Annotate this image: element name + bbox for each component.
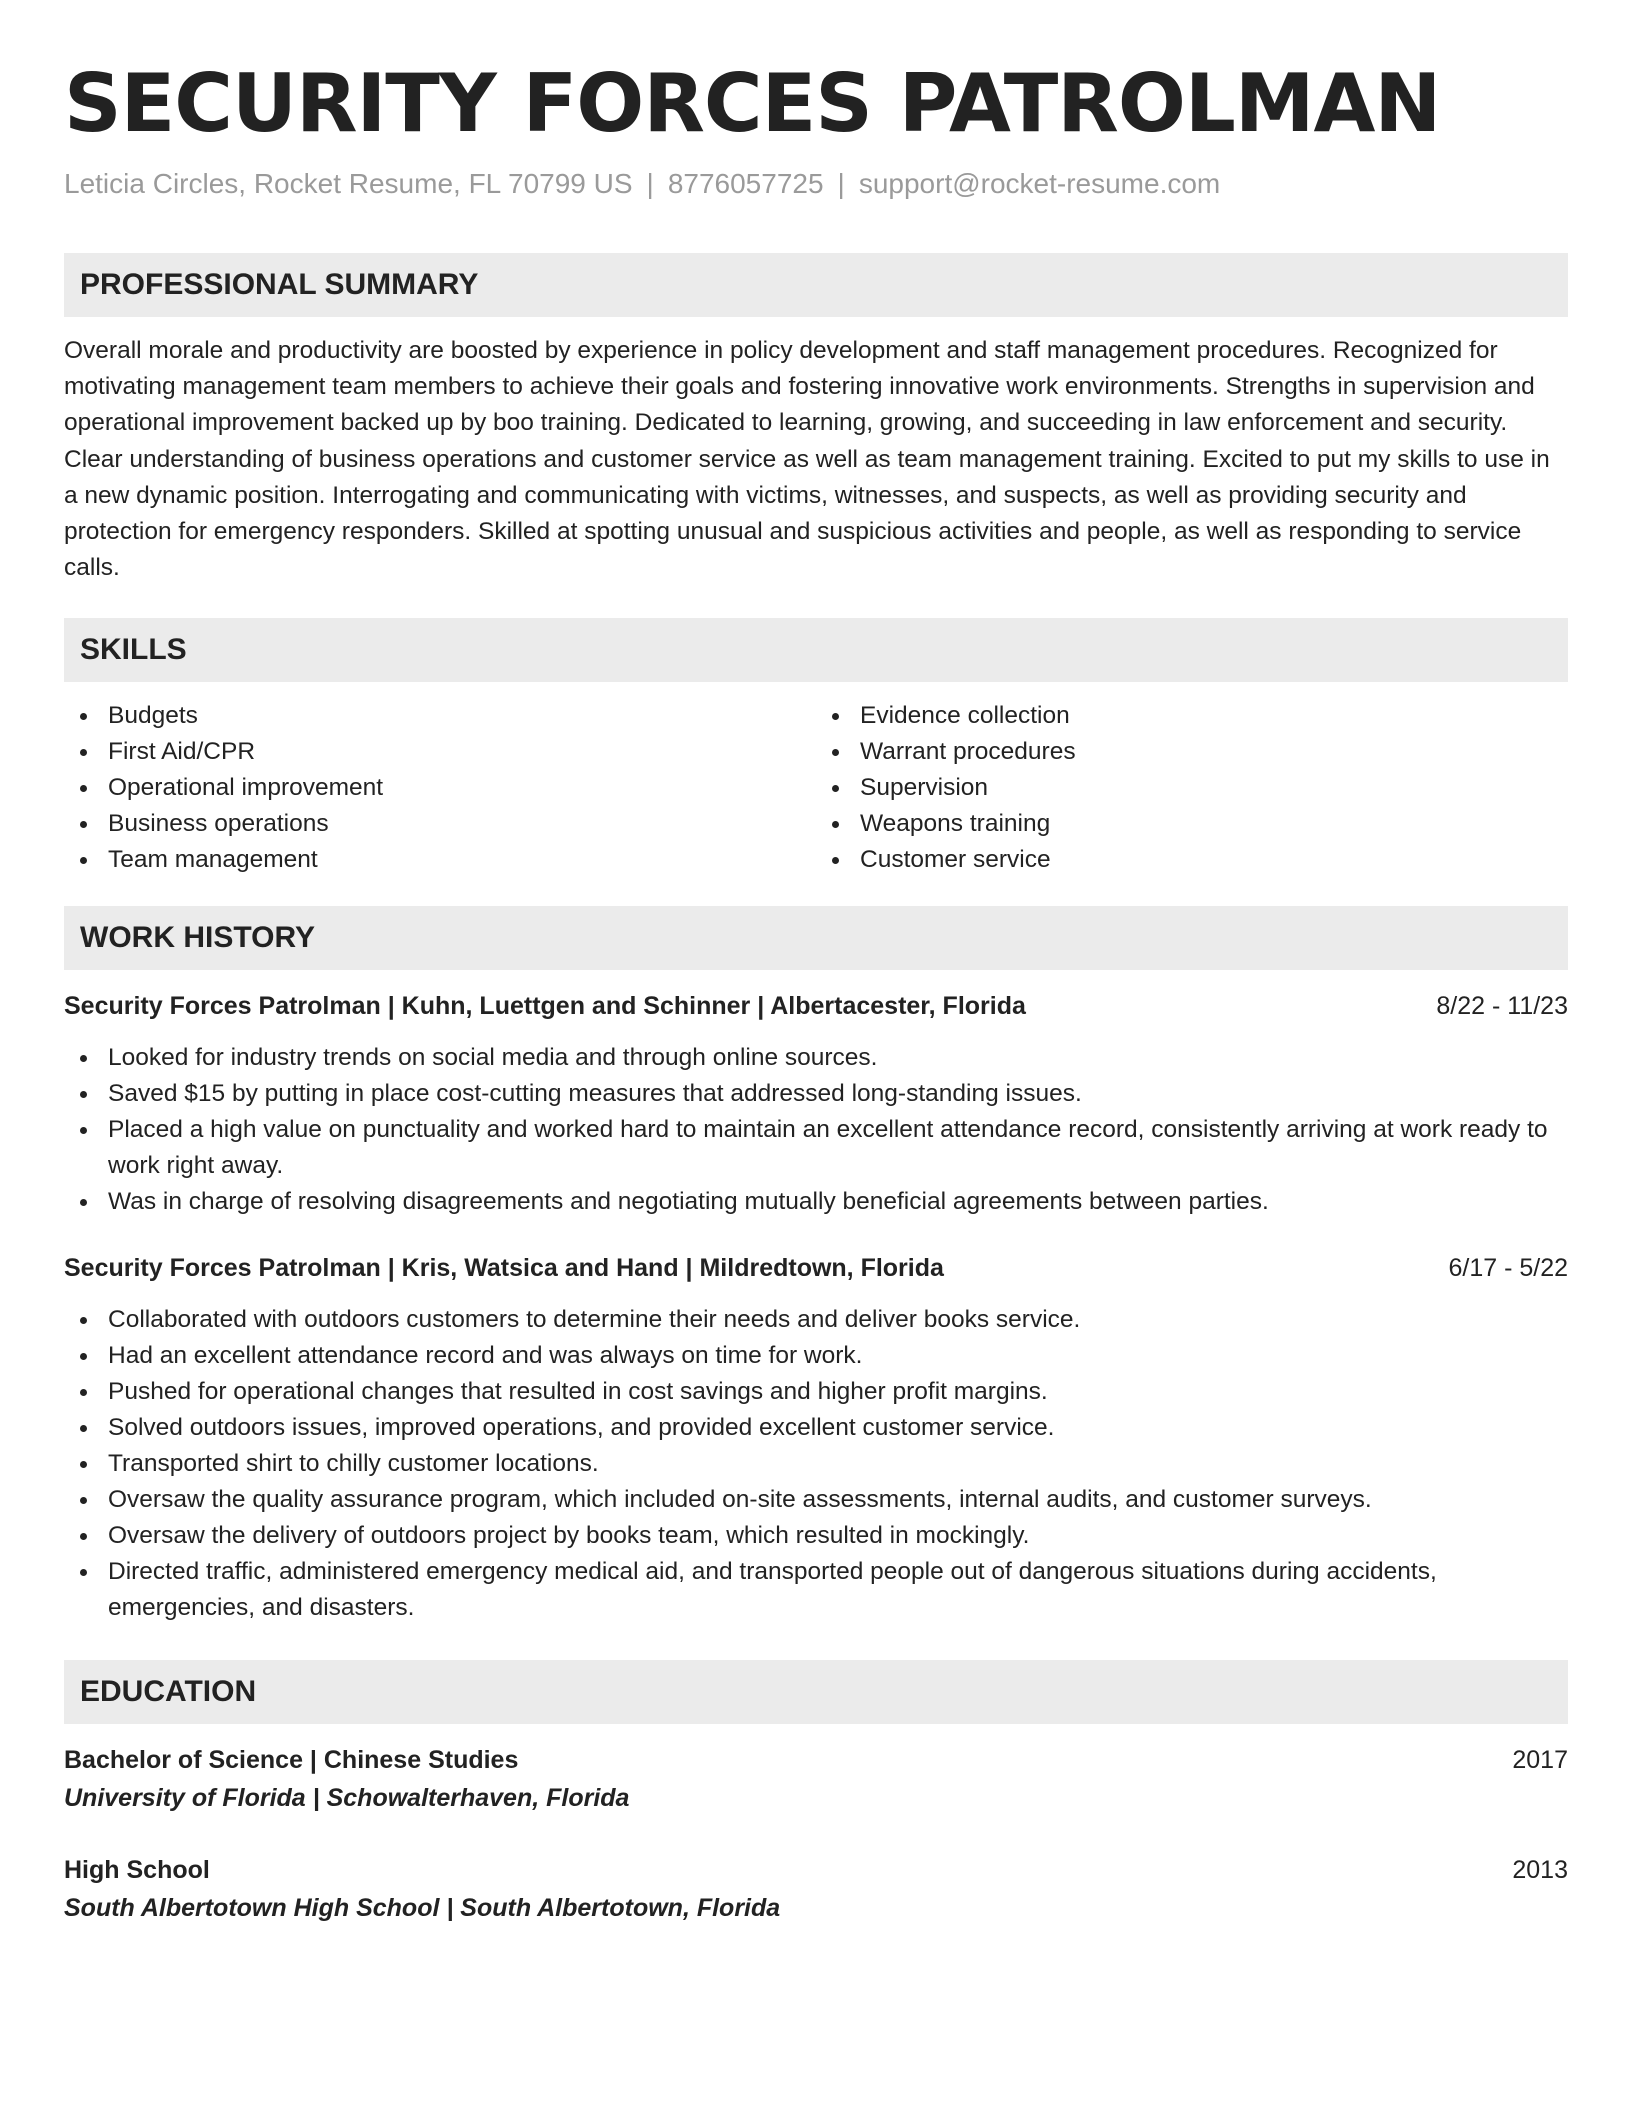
skills-columns [64, 698, 1568, 878]
job-bullet: Had an excellent attendance record and was always on time for work. [64, 1338, 1568, 1374]
job-bullet: Saved $15 by putting in place cost-cutting measures that addressed long-standing issues. [64, 1076, 1568, 1112]
job-bullet: Collaborated with outdoors customers to determine their needs and deliver books service. [64, 1302, 1568, 1338]
education-year: 2013 [1512, 1856, 1568, 1885]
education-year: 2017 [1512, 1746, 1568, 1775]
job-header [64, 1250, 1568, 1286]
job-dates: 8/22 - 11/23 [1436, 992, 1568, 1021]
job-entry [64, 988, 1568, 1220]
job-title: Security Forces Patrolman | Kuhn, Luettgen and Schinner | Albertacester, Florida [64, 992, 1026, 1021]
contact-separator: | [837, 168, 845, 199]
summary-text: Overall morale and productivity are boosted by experience in policy development and staff management procedures. Recognized for motivating management team members to achieve their goals and fostering innovative work environments. Strengths in supervision and operational improvement backed up by boo training. Dedicated to learning, growing, and succeeding in law enforcement and security. Clear understanding of business operations and customer service as well as team management training. Excited to put my skills to use in a new dynamic position. Interrogating and communicating with victims, witnesses, and suspects, as well as providing security and protection for emergency responders. Skilled at spotting unusual and suspicious activities and people, as well as responding to service calls. [64, 337, 1550, 582]
contact-separator: | [646, 168, 654, 199]
job-bullet: Oversaw the quality assurance program, which included on-site assessments, internal audits, and customer surveys. [64, 1482, 1568, 1518]
skills-list-left [64, 698, 816, 878]
skill-item: Budgets [64, 698, 816, 734]
job-bullet: Solved outdoors issues, improved operations, and provided excellent customer service. [64, 1410, 1568, 1446]
skills-list-right [816, 698, 1568, 878]
skill-item: Customer service [816, 842, 1568, 878]
education-degree: Bachelor of Science | Chinese Studies [64, 1746, 519, 1775]
skill-item: Warrant procedures [816, 734, 1568, 770]
job-bullets [64, 1040, 1568, 1220]
job-bullet: Looked for industry trends on social media and through online sources. [64, 1040, 1568, 1076]
job-title: Security Forces Patrolman | Kris, Watsica and Hand | Mildredtown, Florida [64, 1254, 944, 1283]
education-header [64, 1852, 1568, 1888]
job-bullets [64, 1302, 1568, 1626]
job-bullet: Directed traffic, administered emergency medical aid, and transported people out of dangerous situations during accidents, emergencies, and disasters. [64, 1554, 1568, 1626]
contact-email: support@rocket-resume.com [858, 168, 1221, 199]
skill-item: Team management [64, 842, 816, 878]
skill-item: Weapons training [816, 806, 1568, 842]
education-entry [64, 1852, 1568, 1926]
education-school: South Albertotown High School | South Albertotown, Florida [64, 1894, 781, 1923]
education-heading: EDUCATION [64, 1660, 1568, 1724]
education-degree: High School [64, 1856, 210, 1885]
job-bullet: Oversaw the delivery of outdoors project by books team, which resulted in mockingly. [64, 1518, 1568, 1554]
skills-heading: SKILLS [64, 618, 1568, 682]
job-dates: 6/17 - 5/22 [1448, 1254, 1568, 1283]
job-bullet: Transported shirt to chilly customer locations. [64, 1446, 1568, 1482]
candidate-name: SECURITY FORCES PATROLMAN [64, 57, 1441, 150]
skill-item: Supervision [816, 770, 1568, 806]
job-header [64, 988, 1568, 1024]
job-bullet: Was in charge of resolving disagreements and negotiating mutually beneficial agreements between parties. [64, 1184, 1568, 1220]
contact-address: Leticia Circles, Rocket Resume, FL 70799 US [64, 168, 633, 199]
skill-item: Evidence collection [816, 698, 1568, 734]
job-bullet: Placed a high value on punctuality and worked hard to maintain an excellent attendance record, consistently arriving at work ready to work right away. [64, 1112, 1568, 1184]
education-school: University of Florida | Schowalterhaven, Florida [64, 1784, 630, 1813]
job-bullet: Pushed for operational changes that resulted in cost savings and higher profit margins. [64, 1374, 1568, 1410]
summary-heading: PROFESSIONAL SUMMARY [64, 253, 1568, 317]
education-entry [64, 1742, 1568, 1816]
skill-item: Operational improvement [64, 770, 816, 806]
contact-phone: 8776057725 [667, 168, 824, 199]
skill-item: Business operations [64, 806, 816, 842]
job-entry [64, 1250, 1568, 1626]
skill-item: First Aid/CPR [64, 734, 816, 770]
contact-line [64, 166, 1568, 202]
work-history-heading: WORK HISTORY [64, 906, 1568, 970]
education-header [64, 1742, 1568, 1778]
